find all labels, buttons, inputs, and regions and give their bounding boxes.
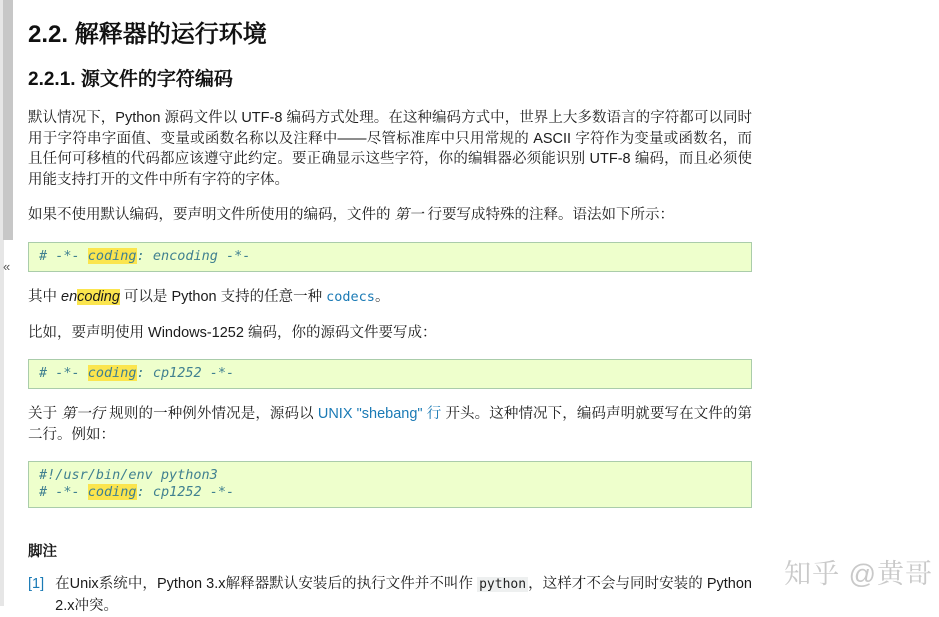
search-highlight: coding [87,247,137,264]
footnote-item [28,574,752,617]
paragraph-text: 比如，要声明使用 Windows-1252 编码，你的源码文件要写成： [28,324,437,341]
paragraph-text: 行要写成特殊的注释。语法如下所示： [423,207,675,224]
paragraph-windows1252 [28,323,752,344]
paragraph-declare-encoding [28,205,752,226]
footnotes-heading: 脚注 [28,544,57,561]
code-comment: # -*- [39,365,88,382]
paragraph-utf8-intro [28,108,752,190]
code-block-coding-encoding[interactable] [28,242,752,272]
paragraph-text: 开头。这种情况下，编码声明就要写在文件的第二行。例如： [28,406,753,443]
code-comment: : cp1252 -*- [136,365,235,382]
scrollbar-thumb[interactable] [3,0,13,240]
search-highlight: coding [87,365,137,382]
paragraph-text: 规则的一种例外情况是，源码以 [105,406,318,423]
code-comment: : cp1252 -*- [136,484,235,501]
code-comment: #!/usr/bin/env python3 [39,467,218,484]
footnote-text [55,574,752,617]
emphasis-text: en [61,288,78,305]
codecs-link[interactable]: codecs [326,288,375,305]
emphasis-first: 第一 [394,207,424,224]
paragraph-text: 。 [374,288,390,305]
footnote-text-segment: ，这样才不会与同时安装的 Python 2.x冲突。 [55,576,752,614]
code-comment: # -*- [39,484,88,501]
paragraph-text: 其中 [28,288,62,305]
code-comment: : encoding -*- [136,247,251,264]
code-block-cp1252[interactable] [28,359,752,389]
subsection-title: 2.2.1. 源文件的字符编码 [28,69,233,90]
paragraph-text: 默认情况下，Python 源码文件以 UTF-8 编码方式处理。在这种编码方式中，世界上大多数语言的字符都可以同时用于字符串字面值、变量或函数名称以及注释中——尽管标准库中只用常规的 ASCII 字符作为变量或函数名，而且任何可移植的代码都应该遵守此约定。要正确显示这些字符，你的编辑器必须能识别 UTF-8 编码，而且必须使用能支持打开的文件中所有字符的字体。 [28,110,752,188]
emphasis-encoding [61,289,120,305]
inline-code-python: python [479,577,527,593]
code-block-shebang-cp1252[interactable] [28,461,752,508]
search-highlight: coding [77,288,120,305]
search-highlight: coding [87,484,137,501]
paragraph-shebang-exception [28,404,752,445]
paragraph-encoding-codecs [28,287,752,308]
paragraph-text: 如果不使用默认编码，要声明文件所使用的编码，文件的 [28,207,395,224]
document-content [28,0,752,617]
zhihu-author-watermark: 知乎 @黄哥 [784,559,933,589]
shebang-link[interactable]: UNIX "shebang" 行 [317,406,442,423]
section-title: 2.2. 解释器的运行环境 [28,21,267,48]
sidebar-expand-button[interactable]: « [3,259,11,274]
footnote-ref-link[interactable]: [1] [28,576,45,593]
footnote-text-segment: 在Unix系统中，Python 3.x解释器默认安装后的执行文件并不叫作 [55,576,478,593]
paragraph-text: 可以是 Python 支持的任意一种 [119,288,327,305]
paragraph-text: 关于 [28,406,62,423]
code-comment: # -*- [39,247,88,264]
emphasis-first-line: 第一行 [61,406,106,423]
